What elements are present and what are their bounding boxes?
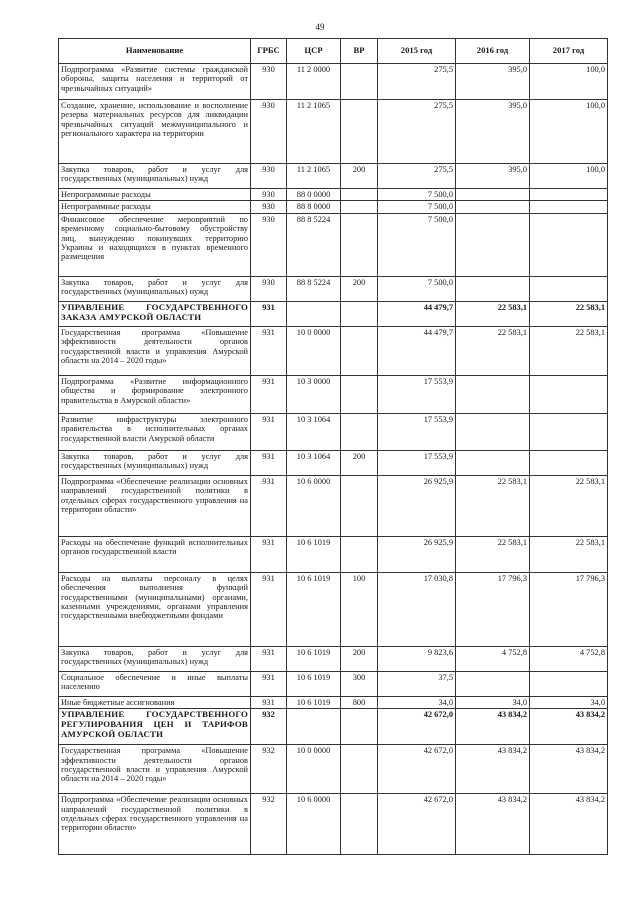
cell-2015: 42 672,0: [378, 709, 456, 745]
cell-name: Государственная программа «Повышение эффективности деятельности органов государственной власти и управления Амурской области на 2014 – 2020 годы»: [59, 745, 251, 794]
cell-vr: 100: [341, 572, 378, 646]
cell-csr: 10 6 1019: [287, 536, 341, 572]
cell-name: Расходы на выплаты персоналу в целях обеспечения выполнения функций государственными (муниципальными) органами, казенными учреждениями, органами управления государственными внебюджетными фондами: [59, 572, 251, 646]
cell-2017: 22 583,1: [530, 301, 608, 326]
cell-2016: 395,0: [456, 164, 530, 189]
cell-2017: [530, 201, 608, 213]
cell-vr: [341, 326, 378, 375]
cell-csr: 10 6 1019: [287, 696, 341, 708]
cell-vr: [341, 213, 378, 276]
cell-grbs: 932: [251, 794, 287, 855]
cell-2016: 34,0: [456, 696, 530, 708]
table-row: [59, 794, 608, 855]
cell-2017: 100,0: [530, 164, 608, 189]
cell-2016: 22 583,1: [456, 475, 530, 536]
table-row: [59, 301, 608, 326]
cell-2017: 34,0: [530, 696, 608, 708]
cell-csr: 10 3 1064: [287, 450, 341, 475]
cell-2017: [530, 413, 608, 450]
header-grbs: ГРБС: [251, 39, 287, 64]
cell-csr: 11 2 1065: [287, 164, 341, 189]
header-2015: 2015 год: [378, 39, 456, 64]
table-row: [59, 100, 608, 164]
header-2017: 2017 год: [530, 39, 608, 64]
table-row: [59, 413, 608, 450]
cell-grbs: 931: [251, 375, 287, 413]
cell-vr: [341, 375, 378, 413]
cell-vr: [341, 709, 378, 745]
cell-name: Развитие инфраструктуры электронного правительства в исполнительных органах государственной власти Амурской области: [59, 413, 251, 450]
cell-2017: [530, 375, 608, 413]
cell-csr: 10 3 1064: [287, 413, 341, 450]
cell-vr: [341, 536, 378, 572]
cell-csr: 10 3 0000: [287, 375, 341, 413]
cell-2016: [456, 276, 530, 301]
table-row: [59, 164, 608, 189]
cell-grbs: 931: [251, 696, 287, 708]
table-row: [59, 201, 608, 213]
cell-csr: 88 8 5224: [287, 276, 341, 301]
cell-name: Подпрограмма «Развитие информационного общества и формирование электронного правительства в Амурской области»: [59, 375, 251, 413]
cell-2015: 34,0: [378, 696, 456, 708]
cell-grbs: 931: [251, 413, 287, 450]
cell-2017: [530, 276, 608, 301]
cell-2015: 9 823,6: [378, 646, 456, 671]
cell-vr: [341, 475, 378, 536]
cell-csr: 10 6 0000: [287, 475, 341, 536]
cell-csr: 88 8 0000: [287, 201, 341, 213]
cell-name: Расходы на обеспечение функций исполнительных органов государственной власти: [59, 536, 251, 572]
cell-grbs: 931: [251, 475, 287, 536]
cell-grbs: 931: [251, 326, 287, 375]
cell-2015: 44 479,7: [378, 326, 456, 375]
cell-csr: 11 2 0000: [287, 64, 341, 100]
cell-2016: 22 583,1: [456, 536, 530, 572]
cell-2016: 4 752,8: [456, 646, 530, 671]
cell-2015: 7 500,0: [378, 276, 456, 301]
cell-2017: 22 583,1: [530, 536, 608, 572]
cell-grbs: 931: [251, 536, 287, 572]
cell-2015: 17 553,9: [378, 413, 456, 450]
cell-2017: 100,0: [530, 64, 608, 100]
cell-grbs: 930: [251, 201, 287, 213]
cell-2015: 275,5: [378, 64, 456, 100]
cell-name: Подпрограмма «Развитие системы гражданской обороны, защиты населения и территорий от чрезвычайных ситуаций»: [59, 64, 251, 100]
cell-name: Создание, хранение, использование и восполнение резерва материальных ресурсов для ликвидации чрезвычайных ситуаций межмуниципального и регионального характера на территории: [59, 100, 251, 164]
cell-grbs: 931: [251, 671, 287, 696]
table-row: [59, 536, 608, 572]
table-row: [59, 671, 608, 696]
cell-csr: 10 6 1019: [287, 646, 341, 671]
cell-vr: [341, 794, 378, 855]
cell-2015: 275,5: [378, 100, 456, 164]
table-row: [59, 64, 608, 100]
cell-csr: [287, 301, 341, 326]
cell-2015: 37,5: [378, 671, 456, 696]
cell-vr: 800: [341, 696, 378, 708]
cell-2016: 43 834,2: [456, 745, 530, 794]
cell-name: Подпрограмма «Обеспечение реализации основных направлений государственной политики в отдельных сферах государственного управления на территории области»: [59, 794, 251, 855]
cell-2016: 43 834,2: [456, 794, 530, 855]
cell-name: Закупка товаров, работ и услуг для государственных (муниципальных) нужд: [59, 276, 251, 301]
cell-2015: 17 030,8: [378, 572, 456, 646]
cell-vr: [341, 64, 378, 100]
cell-name: УПРАВЛЕНИЕ ГОСУДАРСТВЕННОГО ЗАКАЗА АМУРСКОЙ ОБЛАСТИ: [59, 301, 251, 326]
cell-2015: 42 672,0: [378, 745, 456, 794]
cell-grbs: 930: [251, 213, 287, 276]
header-vr: ВР: [341, 39, 378, 64]
cell-2016: [456, 375, 530, 413]
cell-2017: [530, 450, 608, 475]
cell-grbs: 930: [251, 164, 287, 189]
cell-2015: 26 925,9: [378, 536, 456, 572]
cell-2015: 17 553,9: [378, 375, 456, 413]
table-row: [59, 213, 608, 276]
cell-2017: [530, 213, 608, 276]
cell-2017: 17 796,3: [530, 572, 608, 646]
cell-2015: 17 553,9: [378, 450, 456, 475]
header-name: Наименование: [59, 39, 251, 64]
cell-2017: [530, 189, 608, 201]
table-row: [59, 696, 608, 708]
cell-grbs: 931: [251, 450, 287, 475]
cell-2015: 26 925,9: [378, 475, 456, 536]
cell-vr: [341, 745, 378, 794]
cell-2015: 7 500,0: [378, 213, 456, 276]
cell-vr: 200: [341, 450, 378, 475]
cell-grbs: 932: [251, 745, 287, 794]
cell-csr: 10 6 1019: [287, 671, 341, 696]
cell-grbs: 930: [251, 189, 287, 201]
cell-grbs: 930: [251, 64, 287, 100]
cell-2016: 395,0: [456, 100, 530, 164]
cell-2017: 43 834,2: [530, 709, 608, 745]
table-row: [59, 326, 608, 375]
cell-2016: [456, 201, 530, 213]
cell-name: Подпрограмма «Обеспечение реализации основных направлений государственной политики в отдельных сферах государственного управления на территории области»: [59, 475, 251, 536]
table-row: [59, 745, 608, 794]
cell-vr: [341, 301, 378, 326]
cell-2017: 43 834,2: [530, 794, 608, 855]
cell-2016: 22 583,1: [456, 301, 530, 326]
cell-csr: 10 0 0000: [287, 326, 341, 375]
cell-2016: 17 796,3: [456, 572, 530, 646]
table-row: [59, 450, 608, 475]
budget-table: [58, 38, 608, 855]
cell-2015: 275,5: [378, 164, 456, 189]
cell-vr: 200: [341, 646, 378, 671]
cell-name: Государственная программа «Повышение эффективности деятельности органов государственной власти и управления Амурской области на 2014 – 2020 годы»: [59, 326, 251, 375]
cell-grbs: 931: [251, 646, 287, 671]
cell-2017: 4 752,8: [530, 646, 608, 671]
cell-2015: 44 479,7: [378, 301, 456, 326]
cell-2015: 7 500,0: [378, 189, 456, 201]
cell-2016: 22 583,1: [456, 326, 530, 375]
cell-2017: 22 583,1: [530, 475, 608, 536]
page-number: 49: [315, 22, 325, 32]
cell-csr: [287, 709, 341, 745]
cell-csr: 10 0 0000: [287, 745, 341, 794]
table-row: [59, 375, 608, 413]
cell-2016: [456, 450, 530, 475]
table-row: [59, 709, 608, 745]
cell-name: Финансовое обеспечение мероприятий по временному социально-бытовому обустройству лиц, вынужденно покинувших территорию Украины и находящихся в пунктах временного размещения: [59, 213, 251, 276]
cell-csr: 10 6 1019: [287, 572, 341, 646]
cell-2017: 43 834,2: [530, 745, 608, 794]
cell-vr: 200: [341, 276, 378, 301]
cell-grbs: 930: [251, 276, 287, 301]
table-row: [59, 475, 608, 536]
cell-csr: 11 2 1065: [287, 100, 341, 164]
cell-name: Социальное обеспечение и иные выплаты населению: [59, 671, 251, 696]
cell-vr: [341, 189, 378, 201]
cell-2016: 43 834,2: [456, 709, 530, 745]
cell-csr: 88 0 0000: [287, 189, 341, 201]
table-row: [59, 646, 608, 671]
cell-grbs: 930: [251, 100, 287, 164]
cell-2017: 100,0: [530, 100, 608, 164]
cell-2017: [530, 671, 608, 696]
table-body: [59, 64, 608, 855]
cell-csr: 10 6 0000: [287, 794, 341, 855]
table-row: [59, 189, 608, 201]
cell-name: Закупка товаров, работ и услуг для государственных (муниципальных) нужд: [59, 164, 251, 189]
cell-csr: 88 8 5224: [287, 213, 341, 276]
cell-2016: [456, 671, 530, 696]
cell-vr: [341, 413, 378, 450]
cell-name: Непрограммные расходы: [59, 201, 251, 213]
cell-2016: 395,0: [456, 64, 530, 100]
cell-2015: 7 500,0: [378, 201, 456, 213]
table-row: [59, 572, 608, 646]
cell-vr: [341, 100, 378, 164]
table-row: [59, 276, 608, 301]
cell-grbs: 932: [251, 709, 287, 745]
cell-2016: [456, 413, 530, 450]
cell-vr: [341, 201, 378, 213]
cell-2016: [456, 189, 530, 201]
cell-2015: 42 672,0: [378, 794, 456, 855]
cell-name: Иные бюджетные ассигнования: [59, 696, 251, 708]
cell-grbs: 931: [251, 301, 287, 326]
cell-name: УПРАВЛЕНИЕ ГОСУДАРСТВЕННОГО РЕГУЛИРОВАНИЯ ЦЕН И ТАРИФОВ АМУРСКОЙ ОБЛАСТИ: [59, 709, 251, 745]
cell-name: Закупка товаров, работ и услуг для государственных (муниципальных) нужд: [59, 646, 251, 671]
table-header-row: [59, 39, 608, 64]
cell-name: Непрограммные расходы: [59, 189, 251, 201]
cell-2016: [456, 213, 530, 276]
cell-vr: 300: [341, 671, 378, 696]
cell-2017: 22 583,1: [530, 326, 608, 375]
cell-grbs: 931: [251, 572, 287, 646]
cell-vr: 200: [341, 164, 378, 189]
header-csr: ЦСР: [287, 39, 341, 64]
header-2016: 2016 год: [456, 39, 530, 64]
cell-name: Закупка товаров, работ и услуг для государственных (муниципальных) нужд: [59, 450, 251, 475]
